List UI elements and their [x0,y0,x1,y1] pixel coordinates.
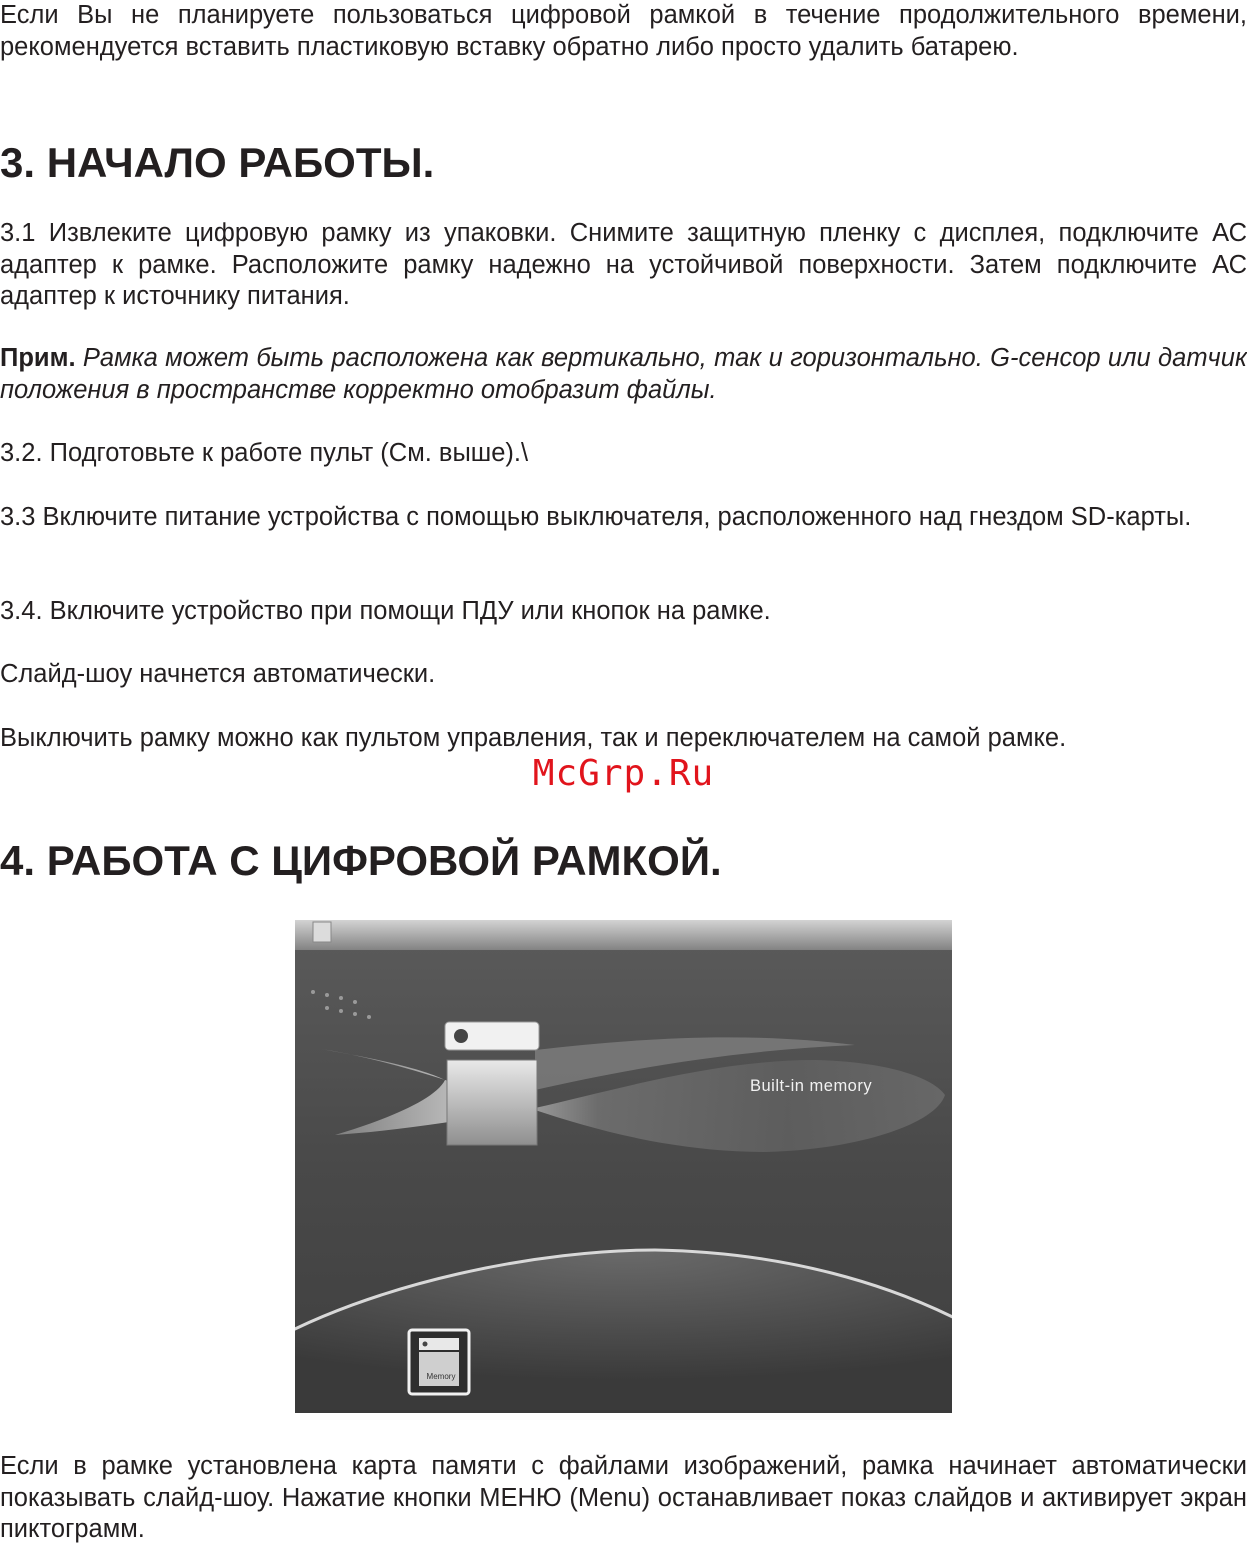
frame-screenshot-graphic [295,920,952,1413]
step-3-1-paragraph: 3.1 Извлеките цифровую рамку из упаковки. Снимите защитную пленку с дисплея, подключите АС адаптер к рамке. Расположите рамку надежно на устойчивой поверхности. Затем подключите АС адаптер к источнику питания. [0,219,1247,310]
intro-paragraph: Если Вы не планируете пользоваться цифровой рамкой в течение продолжительного времени, рекомендуется вставить пластиковую вставку обратно либо просто удалить батарею. [0,1,1247,61]
built-in-memory-label: Built-in memory [750,1077,873,1095]
note-text: Рамка может быть расположена как вертикально, так и горизонтально. G-сенсор или датчик положения в пространстве корректно отобразит файлы. [0,344,1247,404]
note-label: Прим. [0,344,76,372]
step-3-3-paragraph: 3.3 Включите питание устройства с помощью выключателя, расположенного над гнездом SD-карты. [0,503,1192,531]
watermark: McGrp.Ru [532,753,715,794]
frame-screenshot [295,920,952,1413]
memory-card-icon[interactable] [447,1060,537,1145]
step-3-4-paragraph: 3.4. Включите устройство при помощи ПДУ или кнопок на рамке. [0,597,771,625]
bottom-paragraph: Если в рамке установлена карта памяти с файлами изображений, рамка начинает автоматически показывать слайд-шоу. Нажатие кнопки МЕНЮ (Menu) останавливает показ слайдов и активирует экран пиктограмм. [0,1452,1247,1543]
step-3-2-paragraph: 3.2. Подготовьте к работе пульт (См. выше).\ [0,439,529,467]
power-off-paragraph: Выключить рамку можно как пультом управления, так и переключателем на самой рамке. [0,724,1067,752]
section-3-heading: 3. НАЧАЛО РАБОТЫ. [0,139,435,186]
section-4-heading: 4. РАБОТА С ЦИФРОВОЙ РАМКОЙ. [0,837,722,884]
note-paragraph [0,343,1247,406]
slideshow-paragraph: Слайд-шоу начнется автоматически. [0,660,436,688]
memory-icon-caption: Memory [426,1372,456,1381]
